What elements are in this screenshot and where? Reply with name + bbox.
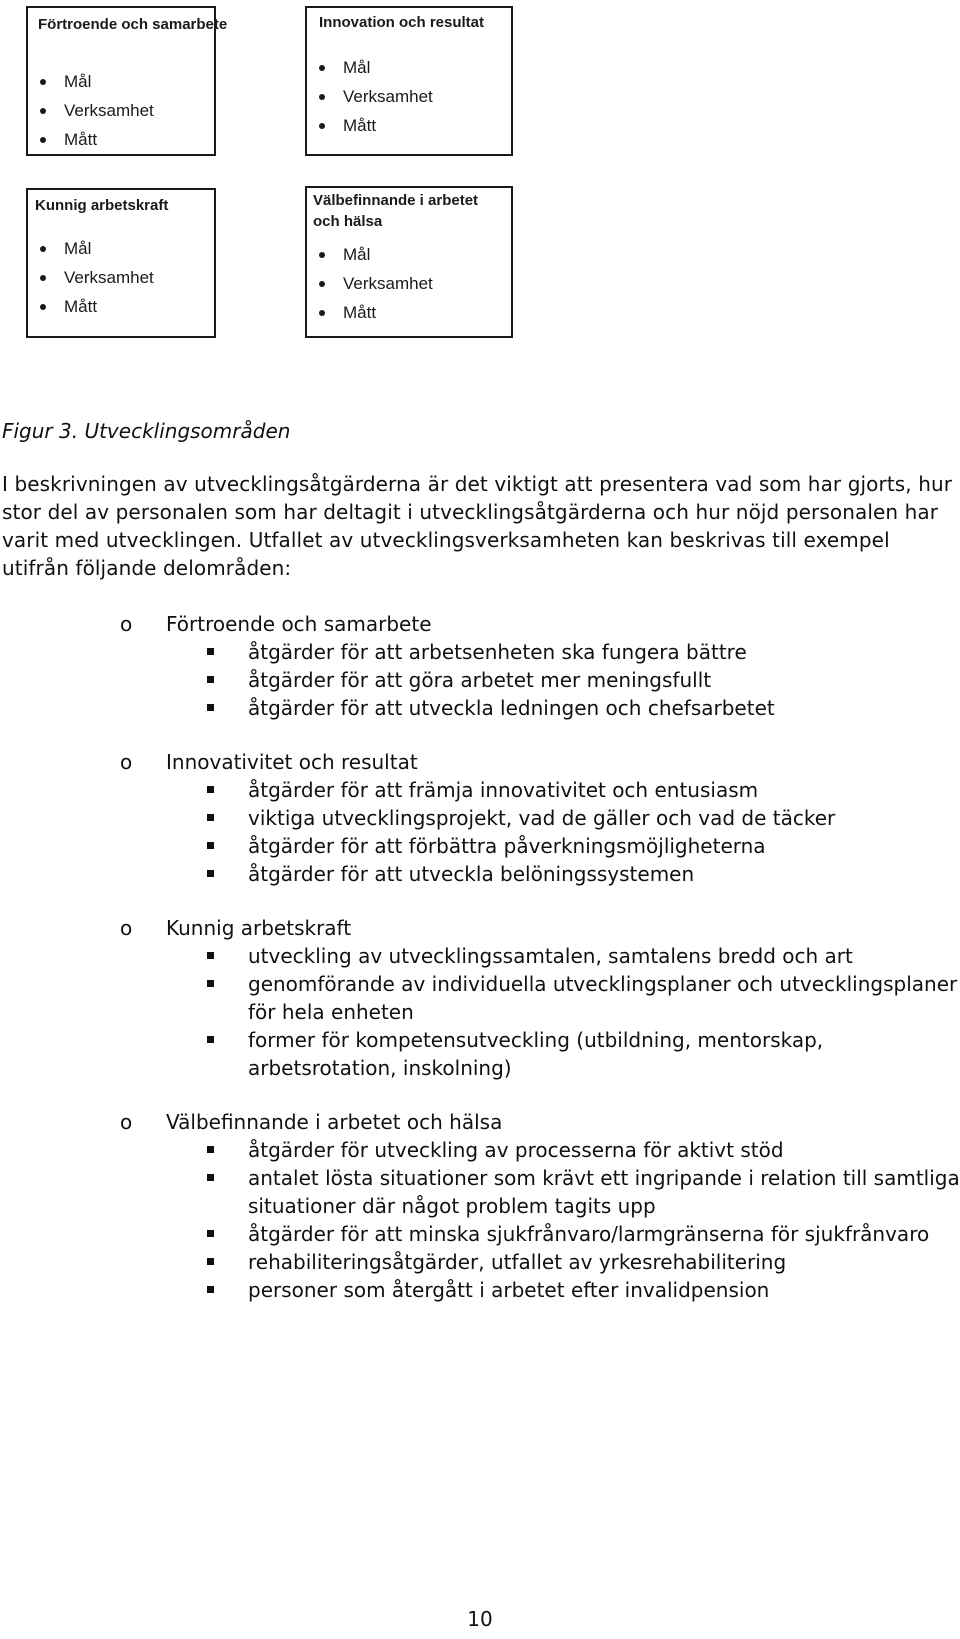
list-item: åtgärder för att arbetsenheten ska fungera bättre xyxy=(0,638,960,666)
bullet-icon xyxy=(319,252,325,258)
box-item: Mått xyxy=(38,292,154,321)
list-item: åtgärder för utveckling av processerna för aktivt stöd xyxy=(0,1136,960,1164)
box-item: Verksamhet xyxy=(317,82,433,111)
bullet-icon xyxy=(40,108,46,114)
list-item: genomförande av individuella utvecklingsplaner och utvecklingsplaner för hela enheten xyxy=(0,970,960,1026)
box-title: Välbefinnande i arbetet och hälsa xyxy=(313,192,479,230)
area-fortroende xyxy=(0,610,960,722)
box-title: Innovation och resultat xyxy=(319,14,485,31)
area-sub-list xyxy=(0,776,960,888)
bullet-icon xyxy=(319,123,325,129)
area-title: Kunnig arbetskraft xyxy=(166,916,352,940)
area-title: Förtroende och samarbete xyxy=(166,612,432,636)
list-item: åtgärder för att minska sjukfrånvaro/larmgränserna för sjukfrånvaro xyxy=(0,1220,960,1248)
circle-bullet-icon: o xyxy=(120,916,133,940)
list-item: åtgärder för att förbättra påverkningsmöjligheterna xyxy=(0,832,960,860)
box-item: Mått xyxy=(317,111,433,140)
area-sub-list xyxy=(0,638,960,722)
square-bullet-icon xyxy=(207,814,214,821)
box-item: Mått xyxy=(38,125,154,154)
area-title: Välbefinnande i arbetet och hälsa xyxy=(166,1110,503,1134)
area-valbefinnande xyxy=(0,1108,960,1304)
square-bullet-icon xyxy=(207,980,214,987)
square-bullet-icon xyxy=(207,1286,214,1293)
figure-box-valbefinnande xyxy=(305,186,513,338)
box-item: Verksamhet xyxy=(38,96,154,125)
box-item: Verksamhet xyxy=(317,269,433,298)
figure-caption: Figur 3. Utvecklingsområden xyxy=(2,419,291,443)
area-kunnig-arbetskraft xyxy=(0,914,960,1082)
box-list xyxy=(38,67,154,154)
box-item: Verksamhet xyxy=(38,263,154,292)
list-item: former för kompetensutveckling (utbildning, mentorskap, arbetsrotation, inskolning) xyxy=(0,1026,960,1082)
list-item: rehabiliteringsåtgärder, utfallet av yrkesrehabilitering xyxy=(0,1248,960,1276)
list-item: utveckling av utvecklingssamtalen, samtalens bredd och art xyxy=(0,942,960,970)
square-bullet-icon xyxy=(207,1230,214,1237)
figure-box-kunnig xyxy=(26,188,216,338)
square-bullet-icon xyxy=(207,676,214,683)
bullet-icon xyxy=(40,304,46,310)
figure-box-fortroende xyxy=(26,6,228,156)
box-item: Mål xyxy=(317,53,433,82)
bullet-icon xyxy=(319,310,325,316)
square-bullet-icon xyxy=(207,1174,214,1181)
area-heading xyxy=(0,914,960,942)
square-bullet-icon xyxy=(207,1146,214,1153)
square-bullet-icon xyxy=(207,1258,214,1265)
list-item: antalet lösta situationer som krävt ett ingripande i relation till samtliga situationer där något problem tagits upp xyxy=(0,1164,960,1220)
square-bullet-icon xyxy=(207,648,214,655)
square-bullet-icon xyxy=(207,786,214,793)
intro-paragraph: I beskrivningen av utvecklingsåtgärderna är det viktigt att presentera vad som har gjorts, hur stor del av personalen som har deltagit i utvecklingsåtgärderna och hur nöjd personalen har varit med utvecklingen. Utfallet av utvecklingsverksamheten kan beskrivas till exempel utifrån följande delområden: xyxy=(2,472,953,580)
bullet-icon xyxy=(319,65,325,71)
area-heading xyxy=(0,610,960,638)
square-bullet-icon xyxy=(207,952,214,959)
area-heading xyxy=(0,748,960,776)
circle-bullet-icon: o xyxy=(120,612,133,636)
box-title: Kunnig arbetskraft xyxy=(35,197,169,214)
box-list xyxy=(317,240,433,327)
list-item: åtgärder för att främja innovativitet och entusiasm xyxy=(0,776,960,804)
square-bullet-icon xyxy=(207,842,214,849)
square-bullet-icon xyxy=(207,704,214,711)
box-list xyxy=(317,53,433,140)
square-bullet-icon xyxy=(207,870,214,877)
area-sub-list xyxy=(0,1136,960,1304)
list-item: åtgärder för att utveckla ledningen och chefsarbetet xyxy=(0,694,960,722)
box-item: Mål xyxy=(38,67,154,96)
circle-bullet-icon: o xyxy=(120,1110,133,1134)
area-heading xyxy=(0,1108,960,1136)
area-sub-list xyxy=(0,942,960,1082)
circle-bullet-icon: o xyxy=(120,750,133,774)
list-item: personer som återgått i arbetet efter invalidpension xyxy=(0,1276,960,1304)
bullet-icon xyxy=(40,246,46,252)
bullet-icon xyxy=(40,79,46,85)
box-title: Förtroende och samarbete xyxy=(38,16,228,33)
square-bullet-icon xyxy=(207,1036,214,1043)
bullet-icon xyxy=(319,281,325,287)
box-list xyxy=(38,234,154,321)
bullet-icon xyxy=(319,94,325,100)
list-item: åtgärder för att utveckla belöningssystemen xyxy=(0,860,960,888)
bullet-icon xyxy=(40,137,46,143)
figure-box-innovation xyxy=(305,6,513,156)
list-item: viktiga utvecklingsprojekt, vad de gäller och vad de täcker xyxy=(0,804,960,832)
list-item: åtgärder för att göra arbetet mer meningsfullt xyxy=(0,666,960,694)
development-areas-list xyxy=(0,610,960,1330)
area-title: Innovativitet och resultat xyxy=(166,750,418,774)
box-item: Mål xyxy=(317,240,433,269)
area-innovativitet xyxy=(0,748,960,888)
bullet-icon xyxy=(40,275,46,281)
box-item: Mått xyxy=(317,298,433,327)
box-item: Mål xyxy=(38,234,154,263)
page-number: 10 xyxy=(467,1607,493,1631)
